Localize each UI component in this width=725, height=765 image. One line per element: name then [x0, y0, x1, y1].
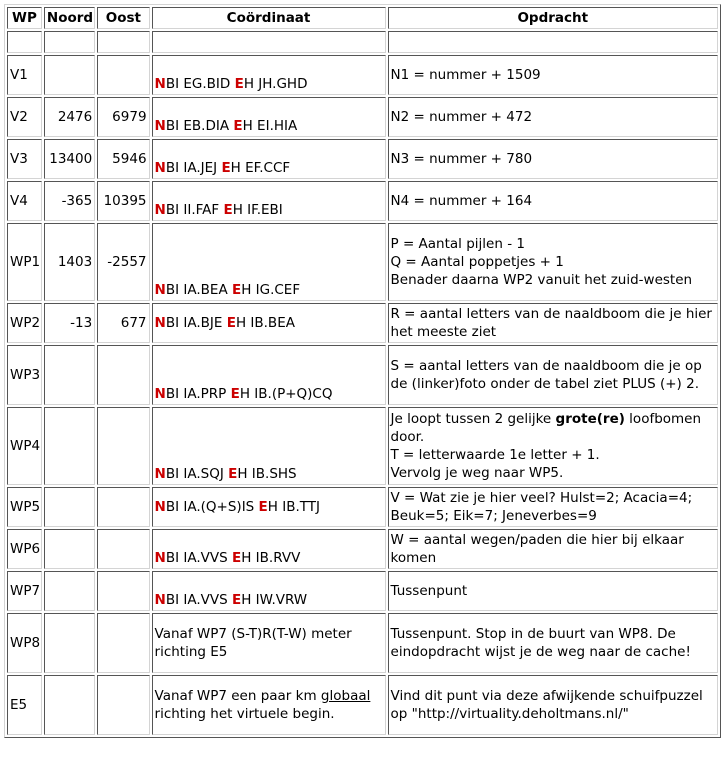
table-row	[7, 407, 718, 485]
coord-underlined-text: globaal	[320, 688, 371, 704]
wp-cell: V4	[7, 181, 42, 221]
coord-e-letter: E	[228, 466, 238, 482]
task-cell: W = aantal wegen/paden die hier bij elkaar komen	[388, 529, 718, 569]
table-row	[7, 675, 718, 735]
coord-east-text: H JH.GHD	[243, 76, 308, 92]
coord-east-text: H IB.SHS	[237, 466, 297, 482]
wp-cell: V3	[7, 139, 42, 179]
coord-e-letter: E	[226, 315, 236, 331]
coord-e-letter: E	[231, 282, 242, 298]
table-row	[7, 529, 718, 569]
header-noord: Noord	[44, 7, 95, 29]
coord-east-text: H IW.VRW	[241, 592, 308, 608]
task-cell: R = aantal letters van de naaldboom die je hier het meeste ziet	[388, 303, 718, 343]
coordinate-cell	[152, 529, 386, 569]
coordinate-cell	[152, 223, 386, 301]
task-cell: Tussenpunt	[388, 571, 718, 611]
header-coordinaat: Coördinaat	[152, 7, 386, 29]
coord-east-text: H IG.CEF	[241, 282, 301, 298]
coord-n-letter: N	[154, 499, 166, 515]
coord-north-text: BI IA.BEA	[165, 282, 232, 298]
noord-cell: 13400	[44, 139, 95, 179]
noord-cell	[44, 675, 95, 735]
coord-north-text: BI IA.VVS	[165, 550, 232, 566]
coord-n-letter: N	[154, 202, 166, 218]
coordinate-cell	[152, 675, 386, 735]
coord-east-text: H IB.RVV	[241, 550, 301, 566]
coord-north-text: BI IA.PRP	[165, 386, 231, 402]
empty-row	[7, 31, 718, 53]
wp-cell: WP6	[7, 529, 42, 569]
wp-cell: V2	[7, 97, 42, 137]
coord-n-letter: N	[154, 315, 166, 331]
wp-cell: V1	[7, 55, 42, 95]
task-cell: N1 = nummer + 1509	[388, 55, 718, 95]
table-row	[7, 181, 718, 221]
coord-north-text: BI IA.SQJ	[165, 466, 229, 482]
coord-east-text: H IB.(P+Q)CQ	[239, 386, 333, 402]
wp-cell: WP2	[7, 303, 42, 343]
task-cell: N3 = nummer + 780	[388, 139, 718, 179]
table-row	[7, 139, 718, 179]
waypoint-table	[4, 4, 721, 738]
task-cell: N4 = nummer + 164	[388, 181, 718, 221]
oost-cell	[97, 529, 149, 569]
wp-cell: E5	[7, 675, 42, 735]
noord-cell	[44, 529, 95, 569]
coordinate-cell	[152, 139, 386, 179]
header-opdracht: Opdracht	[388, 7, 718, 29]
oost-cell	[97, 487, 149, 527]
task-text: Je loopt tussen 2 gelijke	[390, 411, 556, 427]
empty-cell	[44, 31, 95, 53]
table-row	[7, 223, 718, 301]
coord-e-letter: E	[221, 160, 231, 176]
empty-cell	[152, 31, 386, 53]
task-cell: Vind dit punt via deze afwijkende schuifpuzzel op "http://virtuality.deholtmans.nl/"	[388, 675, 718, 735]
noord-cell	[44, 345, 95, 405]
task-cell: P = Aantal pijlen - 1 Q = Aantal poppetjes + 1 Benader daarna WP2 vanuit het zuid-westen	[388, 223, 718, 301]
empty-cell	[388, 31, 718, 53]
noord-cell	[44, 571, 95, 611]
empty-cell	[7, 31, 42, 53]
oost-cell: 6979	[97, 97, 149, 137]
oost-cell	[97, 407, 149, 485]
table-row	[7, 487, 718, 527]
task-text: loofbomen door. T = letterwaarde 1e letter + 1. Vervolg je weg naar WP5.	[390, 411, 702, 481]
noord-cell: -13	[44, 303, 95, 343]
task-cell: Tussenpunt. Stop in de buurt van WP8. De eindopdracht wijst je de weg naar de cache!	[388, 613, 718, 673]
coord-north-text: BI IA.BJE	[165, 315, 227, 331]
coord-n-letter: N	[154, 592, 166, 608]
coord-east-text: H EF.CCF	[230, 160, 291, 176]
wp-cell: WP3	[7, 345, 42, 405]
coord-e-letter: E	[234, 76, 244, 92]
oost-cell	[97, 613, 149, 673]
coord-n-letter: N	[154, 466, 166, 482]
header-wp: WP	[7, 7, 42, 29]
wp-cell: WP5	[7, 487, 42, 527]
coord-north-text: BI IA.JEJ	[165, 160, 222, 176]
coord-text: Vanaf WP7 een paar km	[154, 688, 321, 704]
coord-n-letter: N	[154, 386, 166, 402]
table-row	[7, 55, 718, 95]
coordinate-cell	[152, 571, 386, 611]
table-row	[7, 571, 718, 611]
coordinate-cell	[152, 55, 386, 95]
coordinate-cell	[152, 181, 386, 221]
oost-cell: 5946	[97, 139, 149, 179]
empty-cell	[97, 31, 149, 53]
wp-cell: WP7	[7, 571, 42, 611]
wp-cell: WP1	[7, 223, 42, 301]
oost-cell	[97, 55, 149, 95]
coord-n-letter: N	[154, 118, 166, 134]
table-row	[7, 303, 718, 343]
coordinate-cell	[152, 303, 386, 343]
task-cell	[388, 407, 718, 485]
noord-cell	[44, 613, 95, 673]
coord-north-text: BI II.FAF	[165, 202, 224, 218]
coord-text: richting het virtuele begin.	[154, 706, 335, 722]
header-row	[7, 7, 718, 29]
coordinate-cell	[152, 345, 386, 405]
oost-cell: 677	[97, 303, 149, 343]
table-row	[7, 613, 718, 673]
coordinate-cell	[152, 97, 386, 137]
wp-cell: WP8	[7, 613, 42, 673]
coord-north-text: BI EB.DIA	[165, 118, 234, 134]
coord-n-letter: N	[154, 76, 166, 92]
oost-cell	[97, 675, 149, 735]
oost-cell	[97, 345, 149, 405]
task-cell: S = aantal letters van de naaldboom die je op de (linker)foto onder de tabel ziet PLUS (+) 2.	[388, 345, 718, 405]
oost-cell	[97, 571, 149, 611]
coord-e-letter: E	[223, 202, 233, 218]
coordinate-cell: Vanaf WP7 (S-T)R(T-W) meter richting E5	[152, 613, 386, 673]
coord-e-letter: E	[233, 118, 243, 134]
coord-north-text: BI IA.VVS	[165, 592, 232, 608]
noord-cell: 1403	[44, 223, 95, 301]
header-oost: Oost	[97, 7, 149, 29]
coord-east-text: H EI.HIA	[242, 118, 298, 134]
oost-cell: 10395	[97, 181, 149, 221]
coord-east-text: H IB.TTJ	[267, 499, 320, 515]
coord-e-letter: E	[231, 592, 242, 608]
coord-n-letter: N	[154, 282, 166, 298]
noord-cell	[44, 55, 95, 95]
noord-cell	[44, 407, 95, 485]
coord-east-text: H IF.EBI	[232, 202, 283, 218]
coord-east-text: H IB.BEA	[235, 315, 295, 331]
task-cell: V = Wat zie je hier veel? Hulst=2; Acacia=4; Beuk=5; Eik=7; Jeneverbes=9	[388, 487, 718, 527]
table-row	[7, 345, 718, 405]
coordinate-cell	[152, 407, 386, 485]
coord-e-letter: E	[231, 550, 242, 566]
wp-cell: WP4	[7, 407, 42, 485]
table-row	[7, 97, 718, 137]
task-bold-text: grote(re)	[555, 411, 625, 427]
coord-n-letter: N	[154, 160, 166, 176]
coordinate-cell	[152, 487, 386, 527]
noord-cell	[44, 487, 95, 527]
noord-cell: 2476	[44, 97, 95, 137]
noord-cell: -365	[44, 181, 95, 221]
coord-north-text: BI EG.BID	[165, 76, 235, 92]
task-cell: N2 = nummer + 472	[388, 97, 718, 137]
coord-n-letter: N	[154, 550, 166, 566]
oost-cell: -2557	[97, 223, 149, 301]
coord-e-letter: E	[258, 499, 268, 515]
coord-e-letter: E	[230, 386, 240, 402]
coord-north-text: BI IA.(Q+S)IS	[165, 499, 259, 515]
